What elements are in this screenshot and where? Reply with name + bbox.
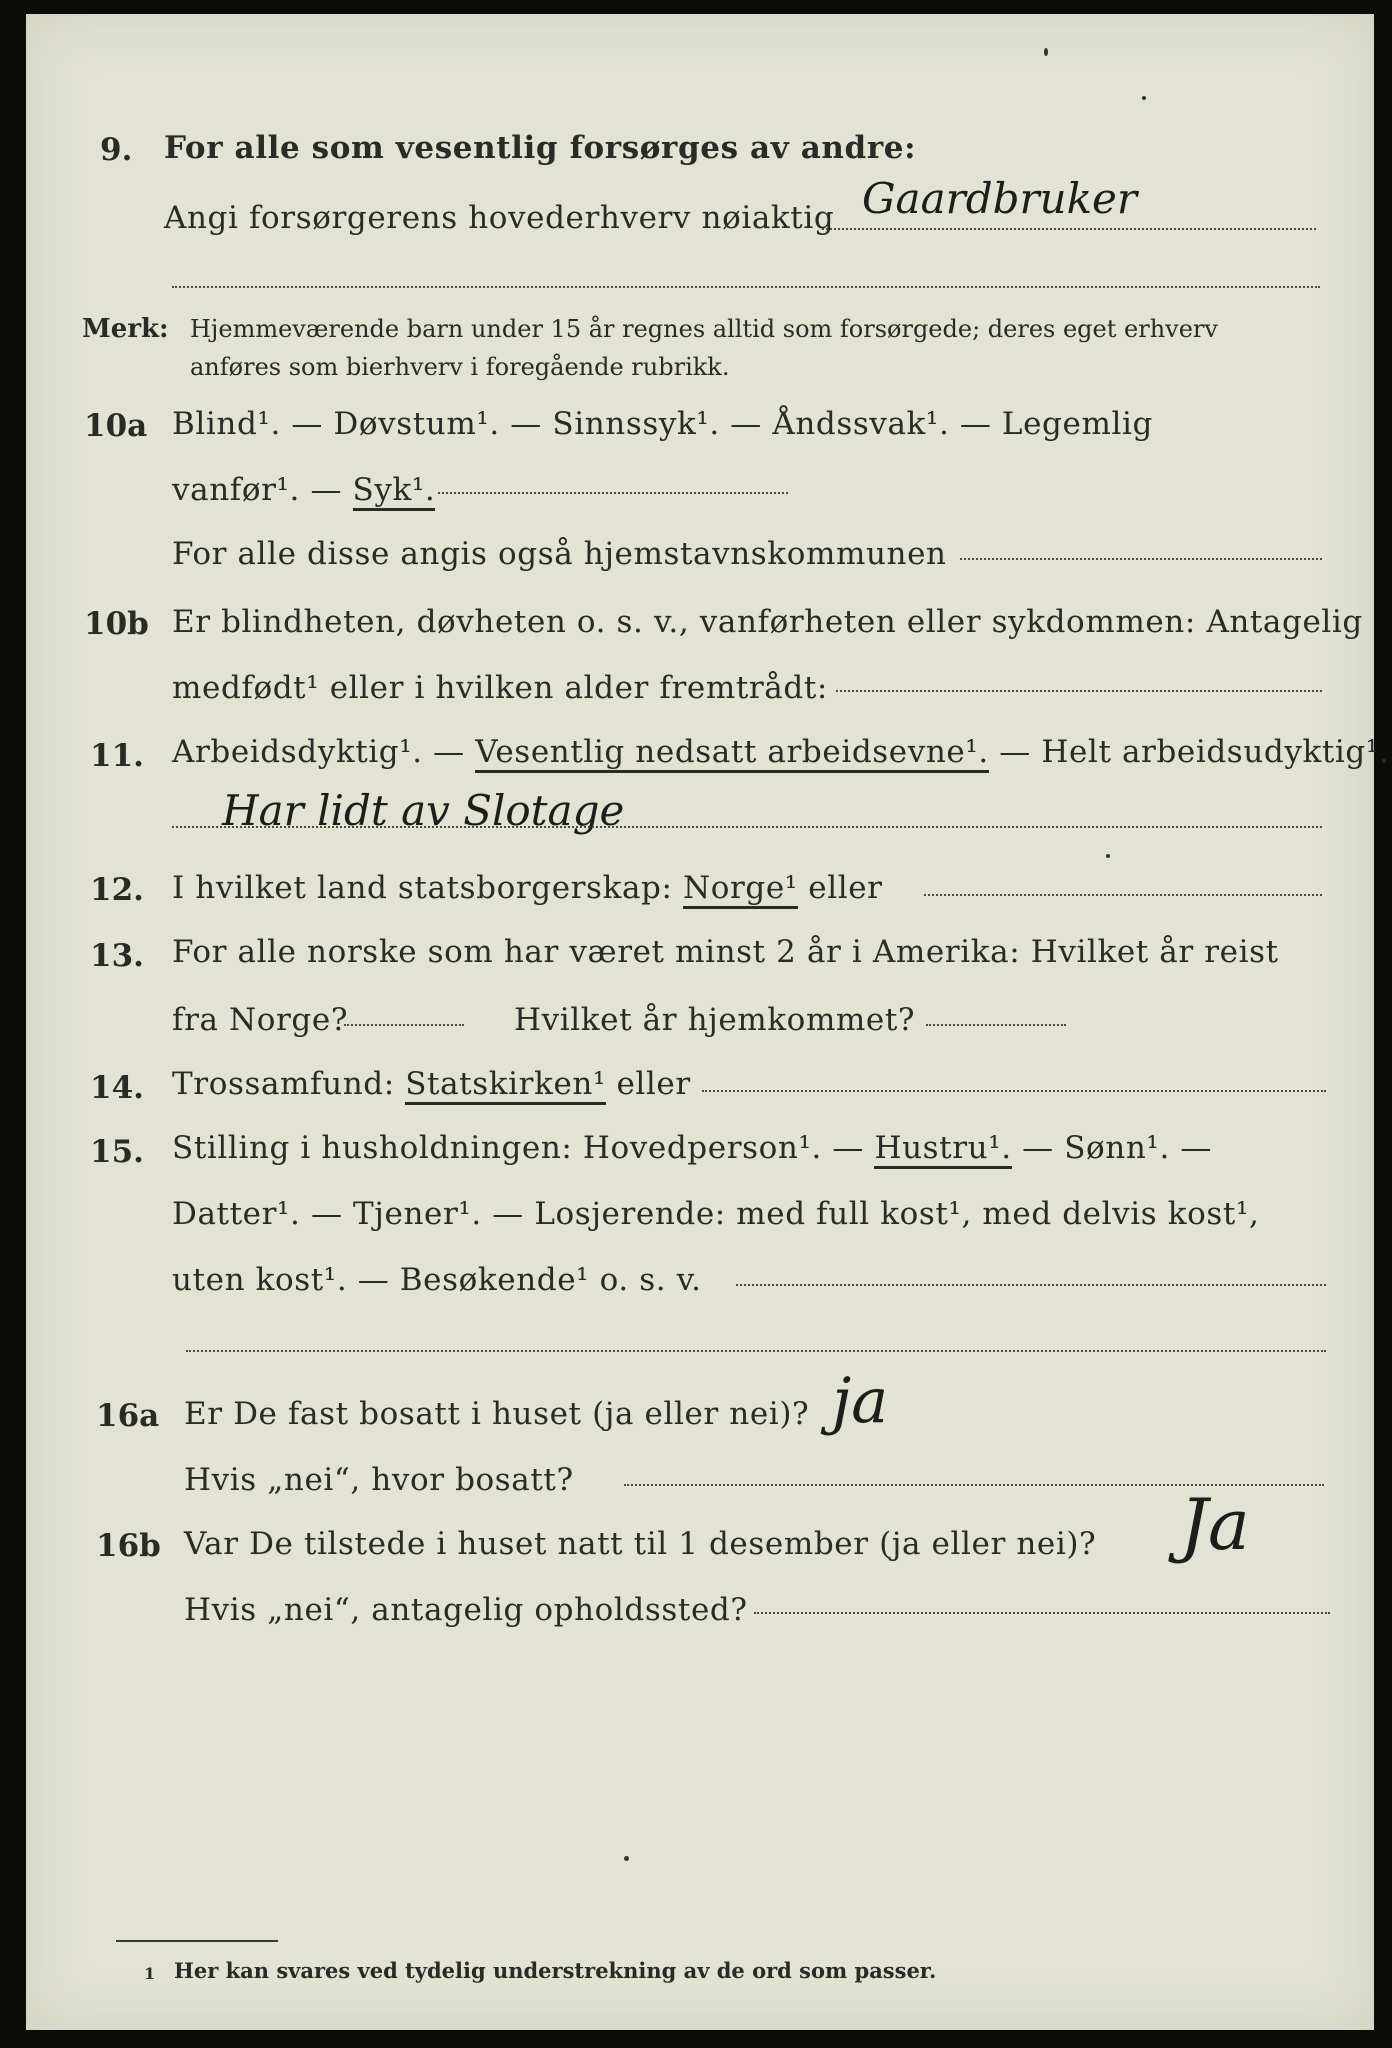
q16a-line1: Er De fast bosatt i huset (ja eller nei)? [184,1396,810,1432]
q10b-number: 10b [84,606,149,642]
q10b-line2: medfødt¹ eller i hvilken alder fremtrådt: [172,670,828,706]
q14-answer-line [702,1090,1326,1092]
paper-speck [624,1856,629,1861]
footnote-mark: 1 [144,1964,156,1983]
q16b-opholdssted-line [754,1612,1330,1614]
q14-number: 14. [90,1070,144,1106]
q15-line1 [172,1130,1212,1166]
q13-hjemkommet-line [926,1024,1066,1026]
q9-answer-handwritten: Gaardbruker [862,174,1137,223]
q15-hustru-underlined: Hustru¹. [874,1130,1011,1169]
q15-sonn: — Sønn¹. — [1011,1130,1212,1166]
q11-line1 [172,734,1389,770]
q12-question: I hvilket land statsborgerskap: [172,870,683,906]
q13-line1: For alle norske som har været minst 2 år i Amerika: Hvilket år reist [172,934,1279,970]
q13-reist-line [344,1024,464,1026]
census-form-page [26,14,1390,2030]
merk-line2: anføres som bierhverv i foregående rubrikk. [190,353,730,381]
q15-number: 15. [90,1134,144,1170]
q15-line3: uten kost¹. — Besøkende¹ o. s. v. [172,1262,702,1298]
q11-answer-handwritten: Har lidt av Slotage [222,786,625,835]
q11-arbeidsdyktig: Arbeidsdyktig¹. — [172,734,476,770]
q13-number: 13. [90,938,144,974]
q11-vesentlig-underlined: Vesentlig nedsatt arbeidsevne¹. [475,734,989,773]
q16a-answer-handwritten: ja [832,1364,889,1437]
q9-number: 9. [100,132,133,168]
q14-statskirken-underlined: Statskirken¹ [405,1066,606,1105]
q10b-answer-line [836,690,1322,692]
q10a-line2 [172,472,435,508]
footnote-rule [116,1940,278,1942]
q11-helt: — Helt arbeidsudyktig¹. [988,734,1390,770]
q10b-line1: Er blindheten, døvheten o. s. v., vanførheten eller sykdommen: Antagelig [172,604,1363,640]
merk-line1: Hjemmeværende barn under 15 år regnes alltid som forsørgede; deres eget erhverv [190,315,1218,343]
paper-speck [1044,48,1048,56]
q15-extra-line [186,1350,1326,1352]
q9-line1: For alle som vesentlig forsørges av andre: [164,130,917,166]
q11-number: 11. [90,738,144,774]
q12-eller: eller [797,870,883,906]
q11-answer-line [172,826,1322,828]
paper-speck [1142,96,1146,100]
q14-trossamfund: Trossamfund: [172,1066,406,1102]
q15-hovedperson: Stilling i husholdningen: Hovedperson¹. — [172,1130,875,1166]
footnote-text: Her kan svares ved tydelig understrekning av de ord som passer. [174,1958,937,1983]
q12-norge-underlined: Norge¹ [683,870,798,909]
q12-number: 12. [90,872,144,908]
q16b-line2: Hvis „nei“, antagelig opholdssted? [184,1592,748,1628]
q12-answer-line [924,894,1322,896]
q10a-line3: For alle disse angis også hjemstavnskommunen [172,536,947,572]
q15-answer-line [736,1284,1326,1286]
q16b-number: 16b [96,1528,161,1564]
q10a-number: 10a [84,408,148,444]
q14-line [172,1066,691,1102]
q14-eller: eller [606,1066,691,1102]
q12-line [172,870,883,906]
q16a-line2: Hvis „nei“, hvor bosatt? [184,1462,574,1498]
q16b-answer-handwritten: Ja [1180,1484,1250,1566]
paper-speck [1106,854,1110,858]
q10a-vanfor: vanfør¹. — [172,472,353,508]
q16b-line1: Var De tilstede i huset natt til 1 desember (ja eller nei)? [184,1526,1097,1562]
q13-line2b: Hvilket år hjemkommet? [514,1002,916,1038]
q16a-number: 16a [96,1398,160,1434]
merk-label: Merk: [82,314,169,344]
q10a-kommune-line [960,558,1322,560]
q9-answer-line [822,228,1316,230]
q15-line2: Datter¹. — Tjener¹. — Losjerende: med full kost¹, med delvis kost¹, [172,1196,1260,1232]
q10a-syk-line [438,492,788,494]
q9-extra-line [172,286,1320,288]
q13-line2a: fra Norge? [172,1002,349,1038]
q10a-syk-underlined: Syk¹. [353,472,436,511]
q10a-line1: Blind¹. — Døvstum¹. — Sinnssyk¹. — Åndssvak¹. — Legemlig [172,406,1153,442]
q9-line2: Angi forsørgerens hovederhverv nøiaktig [164,200,835,236]
